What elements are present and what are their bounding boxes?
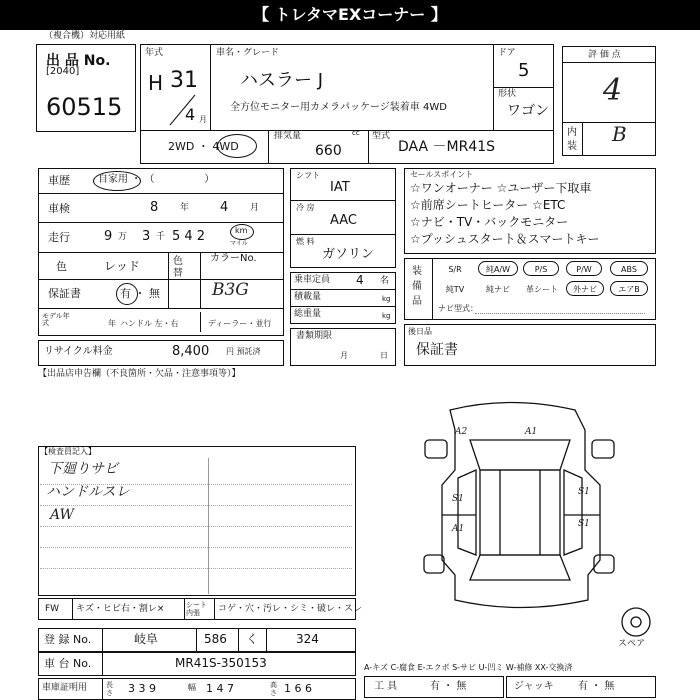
capacity-unit2: kg bbox=[382, 295, 391, 303]
history-reki-value: 自家用 ・ （ ） bbox=[98, 174, 215, 185]
year-label: 年式 bbox=[145, 48, 164, 58]
damage-mark-4: A1 bbox=[452, 524, 465, 534]
model-label: 車名・グレード bbox=[216, 48, 280, 58]
capacity-unit3: kg bbox=[382, 312, 391, 320]
car-diagram bbox=[0, 0, 1, 1]
nav-type-label: ナビ型式： bbox=[438, 304, 478, 313]
mileage-mile: マイル bbox=[230, 240, 248, 247]
damage-mark-3: S1 bbox=[452, 494, 464, 504]
remarks-label: 【出品店申告欄（不良箇所・欠品・注意事項等）】 bbox=[38, 369, 241, 379]
equip-nav: 純ナビ bbox=[486, 285, 510, 294]
condition-seat-items: コゲ・穴・汚レ・シミ・破レ・スレ bbox=[218, 604, 363, 614]
model-grade: 全方位モニター用カメラパッケージ装着車 4WD bbox=[230, 102, 447, 113]
equip-aw: 純A/W bbox=[478, 261, 518, 276]
year-era: H bbox=[148, 71, 164, 95]
body-type-label: 形状 bbox=[498, 89, 517, 99]
dealer-label: ディーラー・並行 bbox=[208, 319, 272, 328]
registration-number: 324 bbox=[296, 632, 319, 646]
fuel-value: ガソリン bbox=[322, 247, 375, 262]
model-year-unit: 年 bbox=[108, 319, 116, 328]
color-value: レッド bbox=[104, 259, 140, 273]
capacity-value1: 4 bbox=[356, 273, 364, 287]
year-value: 31 bbox=[170, 68, 198, 93]
sales-points-label: セールスポイント bbox=[410, 170, 474, 179]
history-reki-label: 車歴 bbox=[48, 174, 70, 187]
inspector-line-1: 下廻りサビ bbox=[48, 461, 118, 477]
year-month: 4 bbox=[185, 105, 196, 124]
sales-point-1: ☆ワンオーナー ☆ユーザー下取車 bbox=[410, 181, 592, 195]
page-title: 【 トレタマEXコーナー 】 bbox=[253, 5, 447, 24]
warranty-label: 保証書 bbox=[48, 287, 81, 300]
capacity-unit1: 名 bbox=[380, 276, 390, 286]
color-no-label: カラーNo. bbox=[210, 253, 257, 264]
mileage-sen-unit: 千 bbox=[156, 232, 166, 242]
aircon-value: AAC bbox=[330, 213, 357, 228]
tools-label: 工 具 bbox=[374, 681, 398, 692]
shaken-month-unit: 月 bbox=[250, 203, 260, 213]
doors-label: ドア bbox=[498, 48, 516, 58]
warranty-circle bbox=[116, 283, 138, 305]
fuel-label: 燃 料 bbox=[296, 237, 315, 246]
reki-circle bbox=[93, 171, 141, 191]
doc-deadline-day: 日 bbox=[380, 351, 388, 360]
interior-label-2: 装 bbox=[567, 141, 577, 152]
type-label: 型式 bbox=[372, 131, 391, 141]
drive-options: 2WD ・ 4WD bbox=[168, 140, 239, 153]
type-value: DAA －MR41S bbox=[398, 139, 496, 155]
condition-fw: FW bbox=[45, 604, 60, 614]
equip-tv: 純TV bbox=[445, 285, 465, 294]
interior-label-1: 内 bbox=[567, 127, 577, 138]
cert-len: 3 3 9 bbox=[128, 682, 156, 695]
lot-label: 出 品 No. bbox=[46, 53, 111, 69]
capacity-label1: 乗車定員 bbox=[294, 275, 331, 285]
shaken-year: 8 bbox=[150, 200, 159, 215]
recycle-unit: 円 預託済 bbox=[226, 347, 261, 356]
cert-w-label: 幅 bbox=[188, 683, 196, 692]
condition-seat-label: シート内張 bbox=[186, 601, 207, 617]
shaken-month: 4 bbox=[220, 200, 229, 215]
sales-point-2: ☆前席シートヒーター ☆ETC bbox=[410, 198, 566, 212]
after-items-label: 後日品 bbox=[408, 327, 432, 336]
body-type-value: ワゴン bbox=[507, 103, 549, 119]
chassis-label: 車 台 No. bbox=[44, 657, 92, 670]
mileage-rest: 3 bbox=[142, 229, 151, 244]
equip-abs: ABS bbox=[610, 261, 648, 276]
color-change-label: 色替 bbox=[173, 256, 183, 279]
jack-value: 有 ・ 無 bbox=[578, 681, 615, 692]
handle-label: ハンドル 左・右 bbox=[120, 319, 179, 328]
damage-legend: A-キズ C-腐食 E-エクボ S-サビ U-凹ミ W-補修 XX-交換済 bbox=[364, 663, 573, 672]
cert-w: 1 4 7 bbox=[206, 682, 234, 695]
condition-items: キズ・ヒビ右・割レ× bbox=[76, 604, 165, 614]
drive-selected-circle bbox=[217, 134, 257, 158]
equipment-label: 装備品 bbox=[412, 266, 422, 307]
doc-deadline-label: 書類期限 bbox=[296, 331, 333, 341]
equip-sr: S/R bbox=[448, 265, 462, 274]
tools-value: 有 ・ 無 bbox=[430, 681, 467, 692]
color-no-value: B3G bbox=[212, 280, 249, 300]
model-year-label: モデル年式 bbox=[42, 312, 70, 327]
interior-value: B bbox=[612, 122, 627, 146]
lot-sub: [2040] bbox=[46, 66, 80, 77]
score-value: 4 bbox=[603, 73, 623, 108]
cert-len-label: 長さ bbox=[106, 681, 113, 697]
mileage-man-unit: 万 bbox=[118, 232, 128, 242]
sales-point-4: ☆プッシュスタート＆スマートキー bbox=[410, 232, 600, 246]
year-month-unit: 月 bbox=[199, 115, 207, 124]
mileage-digits: 5 4 2 bbox=[172, 229, 206, 244]
mileage-km: km bbox=[235, 226, 248, 235]
registration-class: 586 bbox=[204, 632, 227, 646]
registration-label: 登 録 No. bbox=[44, 633, 92, 646]
color-label: 色 bbox=[56, 260, 67, 273]
cert-label: 車庫証明用 bbox=[42, 683, 88, 693]
equip-pw: P/W bbox=[566, 261, 602, 276]
lot-number: 60515 bbox=[46, 93, 123, 121]
recycle-label: リサイクル料金 bbox=[44, 346, 113, 357]
recycle-value: 8,400 bbox=[172, 344, 210, 359]
mileage-label: 走行 bbox=[48, 231, 70, 244]
doc-deadline-month: 月 bbox=[340, 351, 348, 360]
displacement-label: 排気量 bbox=[274, 131, 302, 141]
shift-label: シフト bbox=[296, 171, 320, 180]
warranty-value: 有 ・ 無 bbox=[120, 287, 160, 300]
equip-leather: 革シート bbox=[526, 285, 558, 294]
chassis-value: MR41S-350153 bbox=[175, 656, 267, 670]
top-note: （複合機）対応用紙 bbox=[44, 31, 126, 41]
shaken-year-unit: 年 bbox=[180, 203, 190, 213]
model-name: ハスラー J bbox=[240, 70, 324, 91]
inspector-label: 【検査員記入】 bbox=[40, 447, 96, 456]
inspector-line-3: AW bbox=[50, 507, 74, 523]
sales-point-3: ☆ナビ・TV・バックモニター bbox=[410, 215, 569, 229]
km-circle bbox=[230, 224, 254, 240]
spare-label: スペア bbox=[618, 639, 646, 649]
equip-ps: P/S bbox=[523, 261, 559, 276]
displacement-unit: cc bbox=[352, 129, 360, 137]
jack-label: ジャッキ bbox=[514, 681, 554, 692]
damage-mark-1: A2 bbox=[455, 427, 468, 437]
displacement-value: 660 bbox=[315, 143, 342, 159]
aircon-label: 冷 房 bbox=[296, 203, 315, 212]
inspector-line-2: ハンドルスレ bbox=[46, 484, 130, 500]
damage-mark-6: S1 bbox=[578, 519, 590, 529]
cert-h-label: 高さ bbox=[270, 681, 277, 697]
capacity-label2: 積載量 bbox=[294, 292, 322, 302]
shift-value: IAT bbox=[330, 180, 350, 195]
shaken-label: 車検 bbox=[48, 202, 70, 215]
equip-airbag: エアB bbox=[610, 281, 648, 296]
after-items-value: 保証書 bbox=[416, 342, 458, 358]
registration-pref: 岐阜 bbox=[134, 632, 159, 646]
capacity-label3: 総重量 bbox=[294, 309, 322, 319]
cert-h: 1 6 6 bbox=[284, 682, 312, 695]
registration-kana: く bbox=[246, 632, 259, 646]
equip-ext-nav: 外ナビ bbox=[566, 281, 604, 296]
damage-mark-5: S1 bbox=[578, 487, 590, 497]
score-label: 評 価 点 bbox=[588, 50, 621, 60]
doors-value: 5 bbox=[518, 60, 530, 81]
mileage-man: 9 bbox=[104, 229, 113, 244]
damage-mark-2: A1 bbox=[525, 427, 538, 437]
